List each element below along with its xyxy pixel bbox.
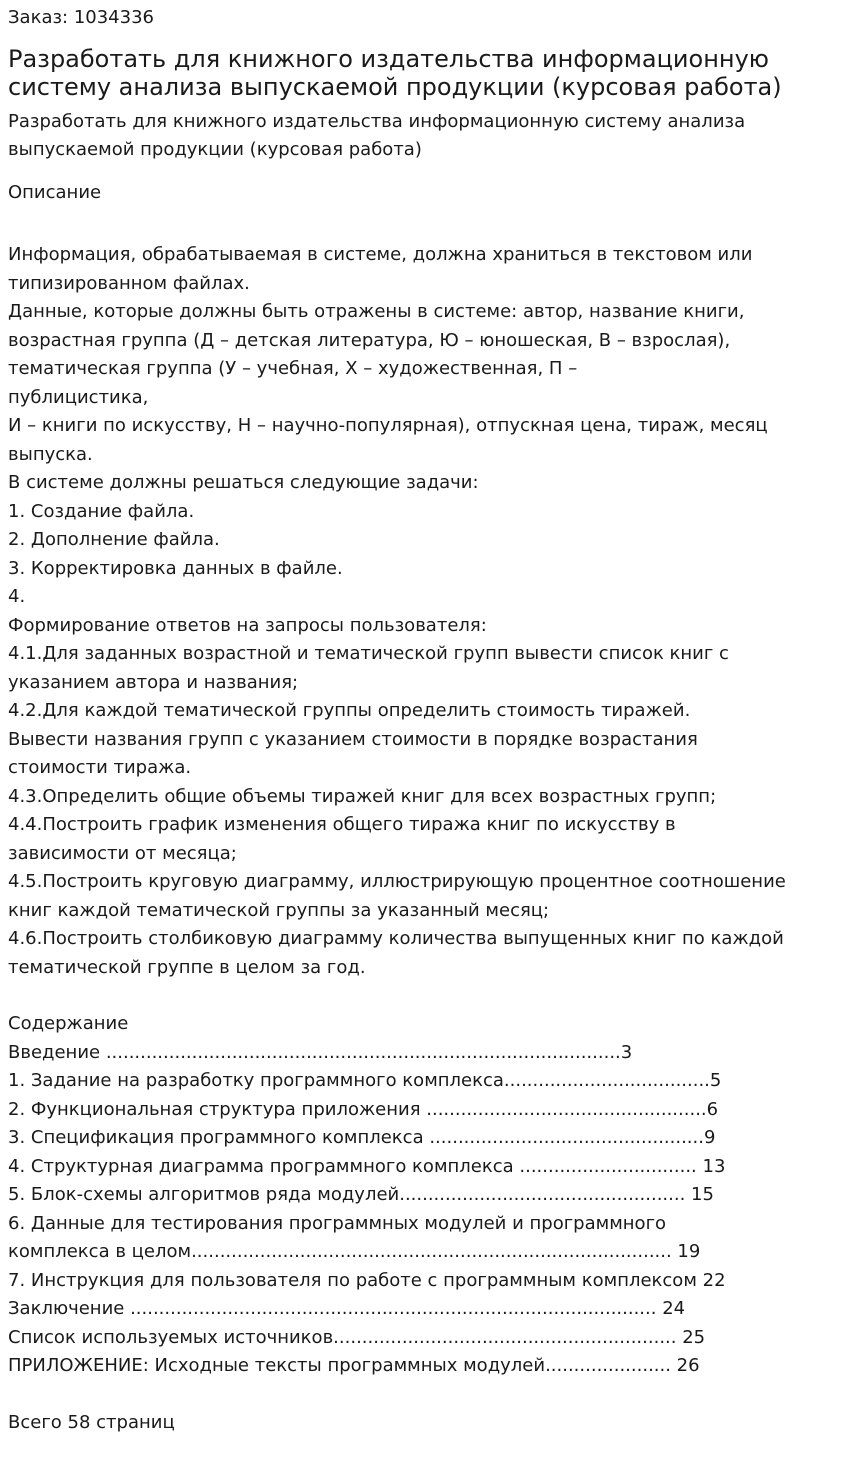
description-line: указанием автора и названия; (8, 671, 299, 693)
spacer (8, 982, 839, 1010)
contents-label: Содержание (8, 1013, 129, 1034)
contents-line: Список используемых источников............................................................ 25 (8, 1326, 706, 1348)
description-line: 4.2.Для каждой тематической группы определить стоимость тиражей. (8, 700, 691, 721)
page-title: Разработать для книжного издательства информационную систему анализа выпускаемой продукции (курсовая работа) (8, 44, 782, 101)
contents-line: Введение ..........................................................................................3 (8, 1041, 633, 1063)
description-line: 4.6.Построить столбиковую диаграмму количества выпущенных книг по каждой (8, 928, 784, 949)
description-line: И – книги по искусству, Н – научно-популярная), отпускная цена, тираж, месяц (8, 415, 768, 436)
description-line: зависимости от месяца; (8, 842, 237, 864)
contents-line: 2. Функциональная структура приложения .................................................6 (8, 1098, 719, 1120)
contents-line: 4. Структурная диаграмма программного комплекса ............................... 13 (8, 1155, 726, 1177)
description-line: 4.5.Построить круговую диаграмму, иллюстрирующую процентное соотношение (8, 871, 786, 892)
contents-line: ПРИЛОЖЕНИЕ: Исходные тексты программных модулей...................... 26 (8, 1355, 700, 1376)
contents-line: Заключение ............................................................................................ 24 (8, 1298, 686, 1319)
total-pages: Всего 58 страниц (8, 1411, 175, 1433)
description-label: Описание (8, 181, 102, 203)
description-line: Данные, которые должны быть отражены в системе: автор, название книги, (8, 301, 745, 322)
description-line: тематическая группа (У – учебная, Х – художественная, П – (8, 358, 578, 379)
description-line: 3. Корректировка данных в файле. (8, 557, 343, 579)
description-line: публицистика, (8, 386, 149, 408)
page-subtitle: Разработать для книжного издательства информационную систему анализа выпускаемой продукции (курсовая работа) (8, 110, 746, 160)
contents-line: 3. Спецификация программного комплекса ................................................9 (8, 1127, 716, 1148)
description-line: типизированном файлах. (8, 272, 250, 294)
description-line: Информация, обрабатываемая в системе, должна храниться в текстовом или (8, 244, 753, 265)
contents-line: 6. Данные для тестирования программных модулей и программного (8, 1212, 667, 1234)
description-body (8, 241, 839, 982)
description-line: книг каждой тематической группы за указанный месяц; (8, 899, 550, 921)
spacer (8, 207, 839, 241)
description-line: выпуска. (8, 443, 93, 465)
table-of-contents (8, 1039, 839, 1381)
contents-line: 5. Блок-схемы алгоритмов ряда модулей.................................................. 15 (8, 1184, 714, 1205)
contents-line: 7. Инструкция для пользователя по работе с программным комплексом 22 (8, 1269, 726, 1291)
description-line: Формирование ответов на запросы пользователя: (8, 614, 487, 636)
description-line: 4.3.Определить общие объемы тиражей книг для всех возрастных групп; (8, 785, 717, 807)
description-line: 4.1.Для заданных возрастной и тематической групп вывести список книг с (8, 643, 729, 664)
description-line: Вывести названия групп с указанием стоимости в порядке возрастания (8, 728, 698, 750)
description-line: 4. (8, 586, 26, 607)
order-number: Заказ: 1034336 (8, 7, 154, 28)
description-line: В системе должны решаться следующие задачи: (8, 472, 479, 493)
contents-line: комплекса в целом.................................................................................... 19 (8, 1241, 701, 1262)
description-line: стоимости тиража. (8, 757, 192, 778)
description-line: 2. Дополнение файла. (8, 529, 220, 550)
description-line: 1. Создание файла. (8, 500, 195, 522)
contents-line: 1. Задание на разработку программного комплекса....................................5 (8, 1070, 722, 1091)
description-line: возрастная группа (Д – детская литература, Ю – юношеская, В – взрослая), (8, 329, 731, 351)
description-line: тематической группе в целом за год. (8, 956, 366, 978)
description-line: 4.4.Построить график изменения общего тиража книг по искусству в (8, 814, 676, 835)
spacer (8, 1381, 839, 1409)
